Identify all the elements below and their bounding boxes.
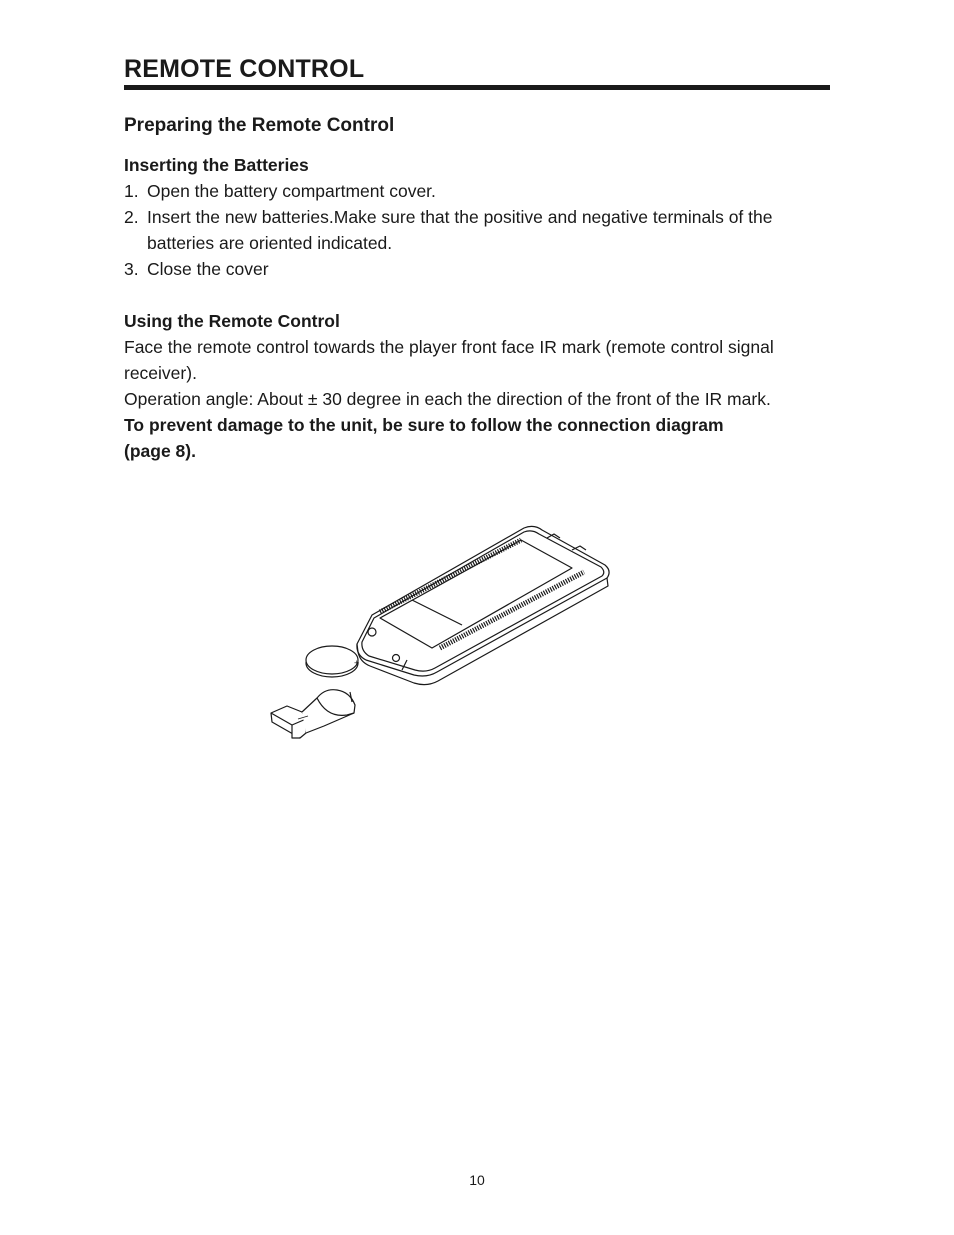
coin-battery	[306, 646, 359, 677]
section-heading: Preparing the Remote Control	[124, 115, 395, 136]
step-number: 3.	[124, 259, 139, 279]
page-number: 10	[469, 1172, 485, 1188]
title-rule	[124, 85, 830, 90]
step-2	[124, 204, 830, 256]
step-3	[124, 256, 830, 282]
usage-paragraph-1: Face the remote control towards the player front face IR mark (remote control signal receiver).	[124, 337, 774, 383]
battery-plus-mark: +	[354, 658, 360, 668]
step-1	[124, 178, 830, 204]
remote-battery-illustration	[262, 520, 622, 750]
step-text: Insert the new batteries.Make sure that the positive and negative terminals of the batteries are oriented indicated.	[147, 207, 773, 253]
page-title: REMOTE CONTROL	[124, 55, 365, 83]
step-number: 1.	[124, 181, 139, 201]
battery-tray	[271, 690, 355, 738]
step-text: Open the battery compartment cover.	[147, 181, 436, 201]
step-number: 2.	[124, 207, 139, 227]
battery-steps	[124, 178, 830, 282]
usage-paragraph-2: Operation angle: About ± 30 degree in each the direction of the front of the IR mark.	[124, 389, 771, 409]
connection-warning: To prevent damage to the unit, be sure to follow the connection diagram (page 8).	[124, 415, 724, 461]
batteries-heading: Inserting the Batteries	[124, 155, 309, 175]
step-text: Close the cover	[147, 259, 269, 279]
usage-heading: Using the Remote Control	[124, 311, 340, 331]
content	[124, 112, 830, 464]
